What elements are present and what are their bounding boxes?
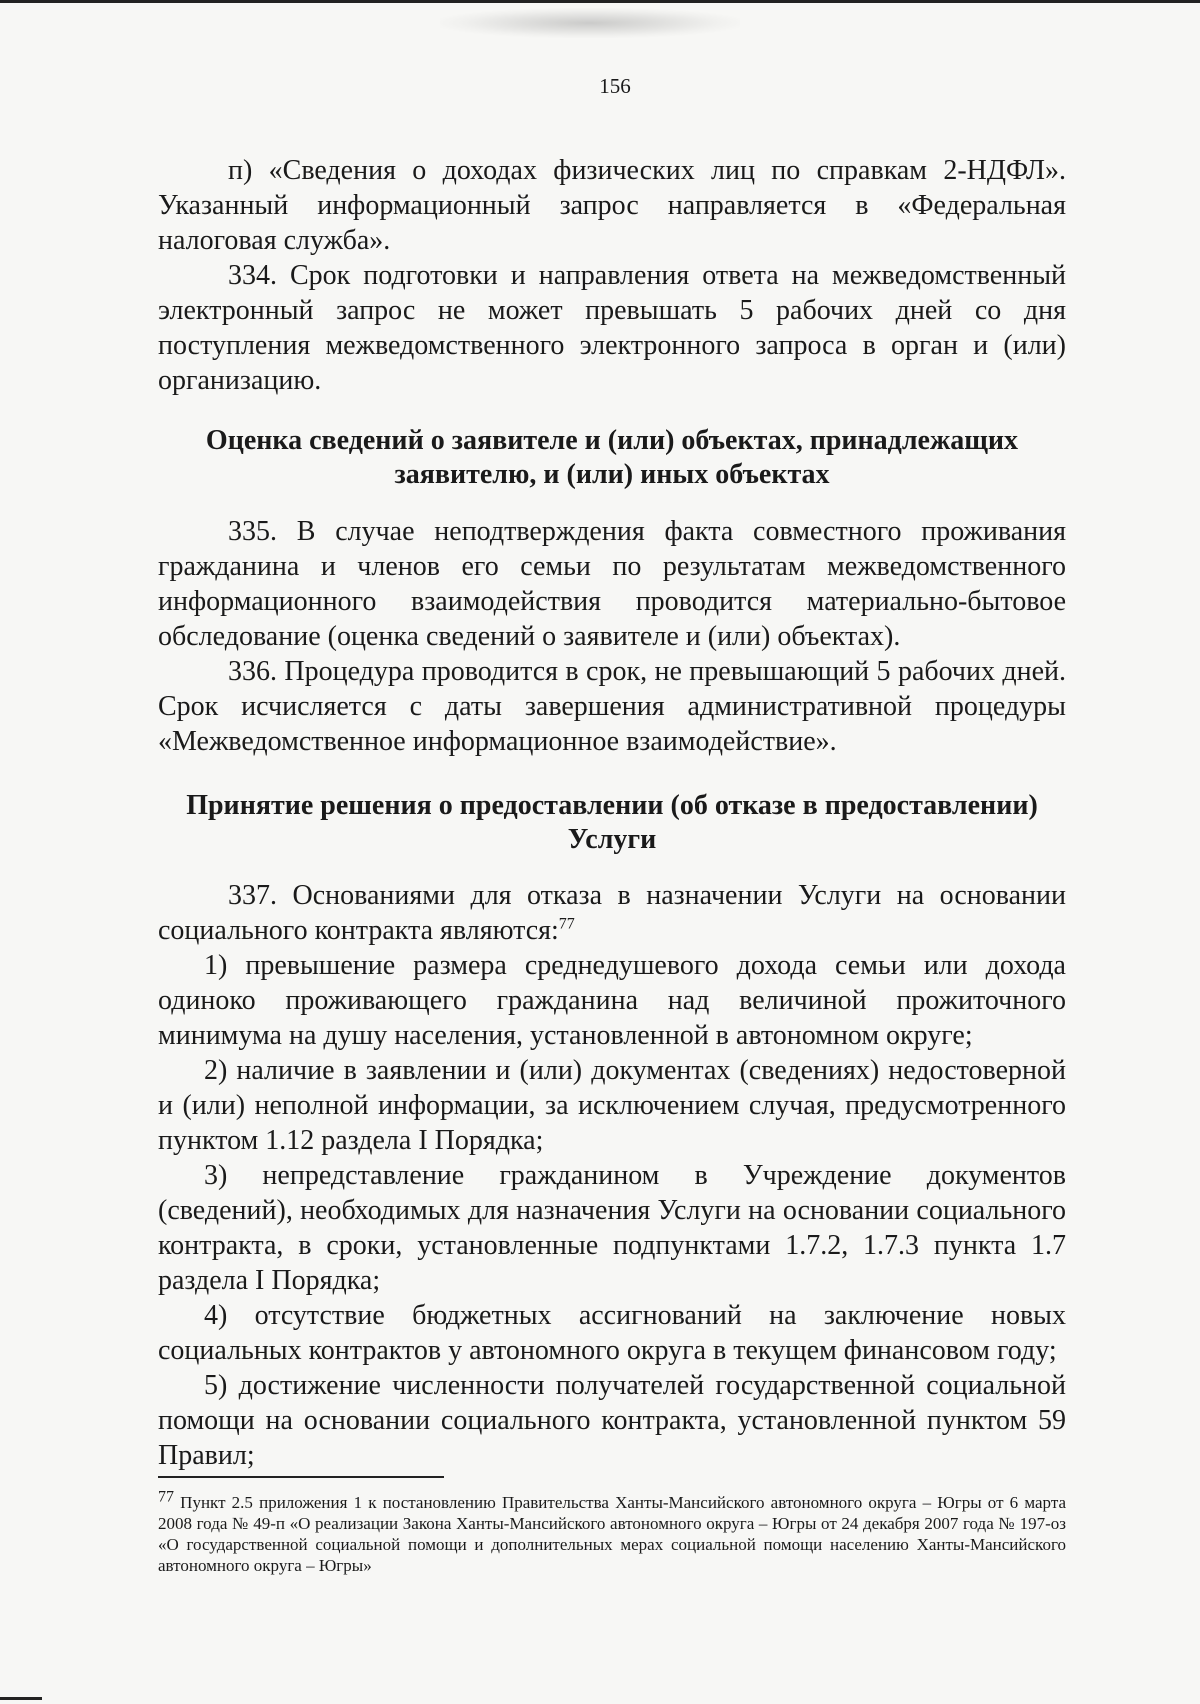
paragraph-subitem-p: п) «Сведения о доходах физических лиц по справкам 2-НДФЛ». Указанный информационный запрос направляется в «Федеральная налоговая служба». (158, 155, 1066, 256)
section-2 (158, 514, 1066, 759)
list-item-3: 3) непредставление гражданином в Учреждение документов (сведений), необходимых для назначения Услуги на основании социального контракта, в сроки, установленные подпунктами 1.7.2, 1.7.3 пункта 1.7 раздела I Порядка; (158, 1160, 1066, 1296)
footnote-reference: 77 (558, 915, 575, 933)
heading-2-line-1: Принятие решения о предоставлении (об отказе в предоставлении) (186, 790, 1038, 821)
list-item-1: 1) превышение размера среднедушевого дохода семьи или дохода одиноко проживающего гражданина над величиной прожиточного минимума на душу населения, установленной в автономном округе; (158, 950, 1066, 1051)
paragraph-337 (158, 878, 1066, 948)
paragraph-335: 335. В случае неподтверждения факта совместного проживания гражданина и членов его семьи по результатам межведомственного информационного взаимодействия проводится материально-бытовое обследование (оценка сведений о заявителе и (или) объектах). (158, 516, 1066, 652)
heading-applicant-assessment (158, 424, 1066, 492)
heading-1-line-1: Оценка сведений о заявителе и (или) объектах, принадлежащих (205, 425, 1019, 456)
section-1 (158, 153, 1066, 398)
section-3 (158, 878, 1066, 1473)
refusal-grounds-list (158, 948, 1066, 1473)
heading-1-line-2: заявителю, и (или) иных объектах (394, 459, 830, 490)
heading-service-decision (158, 789, 1066, 857)
footnote (158, 1488, 1066, 1576)
scan-artifact (440, 8, 740, 38)
scan-bottom-mark (0, 1697, 42, 1700)
paragraph-334: 334. Срок подготовки и направления ответа на межведомственный электронный запрос не может превышать 5 рабочих дней со дня поступления межведомственного электронного запроса в орган и (или) организацию. (158, 260, 1066, 396)
scan-top-edge (0, 0, 1200, 3)
footnote-number: 77 (158, 1488, 174, 1506)
heading-2-line-2: Услуги (567, 824, 657, 855)
list-item-2: 2) наличие в заявлении и (или) документах (сведениях) недостоверной и (или) неполной информации, за исключением случая, предусмотренного пунктом 1.12 раздела I Порядка; (158, 1055, 1066, 1156)
footnote-separator (158, 1476, 444, 1478)
page-number: 156 (599, 74, 631, 98)
paragraph-337-text: 337. Основаниями для отказа в назначении Услуги на основании социального контракта являются: (158, 880, 1066, 946)
list-item-5: 5) достижение численности получателей государственной социальной помощи на основании социального контракта, установленной пунктом 59 Правил; (158, 1370, 1066, 1471)
paragraph-336: 336. Процедура проводится в срок, не превышающий 5 рабочих дней. Срок исчисляется с даты завершения административной процедуры «Межведомственное информационное взаимодействие». (158, 656, 1066, 757)
footnote-text: Пункт 2.5 приложения 1 к постановлению Правительства Ханты-Мансийского автономного округа – Югры от 6 марта 2008 года № 49-п «О реализации Закона Ханты-Мансийского автономного округа – Югры от 24 декабря 2007 года № 197-оз «О государственной социальной помощи и дополнительных мерах социальной помощи населению Ханты-Мансийского автономного округа – Югры» (158, 1493, 1066, 1575)
list-item-4: 4) отсутствие бюджетных ассигнований на заключение новых социальных контрактов у автономного округа в текущем финансовом году; (158, 1300, 1066, 1366)
